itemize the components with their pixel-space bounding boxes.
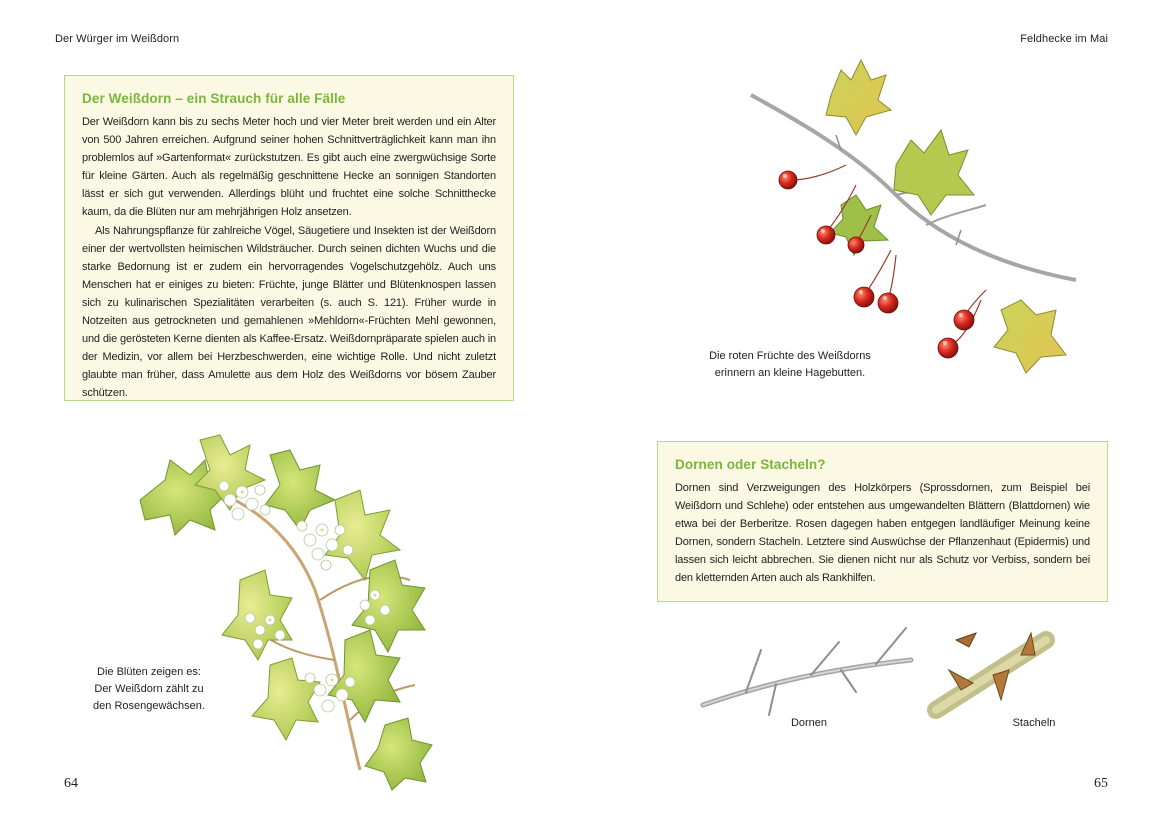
caption-berries xyxy=(690,348,890,382)
caption-berries-line-2: erinnern an kleine Hagebutten. xyxy=(714,367,866,379)
prickle-stem-illustration xyxy=(931,625,1051,715)
label-prickles: Stacheln xyxy=(1012,717,1056,729)
infobox-dornen xyxy=(657,441,1108,602)
running-head-left: Der Würger im Weißdorn xyxy=(55,33,180,45)
caption-blossoms-line-2: Der Weißdorn zählt zu xyxy=(94,683,204,695)
page-number-left: 64 xyxy=(64,776,78,791)
caption-blossoms-line-1: Die Blüten zeigen es: xyxy=(97,666,201,678)
infobox-weissdorn-title: Der Weißdorn – ein Strauch für alle Fälle xyxy=(82,91,346,106)
caption-blossoms xyxy=(74,664,224,715)
infobox-dornen-title: Dornen oder Stacheln? xyxy=(675,457,826,472)
right-page xyxy=(586,0,1172,831)
page-number-right: 65 xyxy=(1094,776,1108,791)
hawthorn-blossom-illustration xyxy=(120,430,440,790)
infobox-weissdorn-paragraph-2: Als Nahrungspflanze für zahlreiche Vögel, Säugetiere und Insekten ist der Weißdorn einer der wertvollsten heimischen Wildsträucher. Durch seinen dichten Wuchs und die starke Bedornung ist er zudem ein hervorragendes Vogelschutzgehölz. Auch uns Menschen hat er einiges zu bieten: Früchte, junge Blätter und Blütenknospen lassen sich zu kulinarischen Spezialitäten verarbeiten (s. auch S. 121). Früher wurde in Notzeiten aus getrockneten und gemahlenen »Mehldorn«-Früchten Mehl gewonnen, und die gerösteten Kerne dienten als Kaffee-Ersatz. Weißdornpräparate spielen auch in der Medizin, vor allem bei Herzbeschwerden, eine wichtige Rolle. Und nicht zuletzt glaubte man früher, dass Amulette aus dem Holz des Weißdorns vor bösem Zauber schützen. xyxy=(82,224,496,400)
infobox-dornen-paragraph: Dornen sind Verzweigungen des Holzkörpers (Sprossdornen, zum Beispiel bei Weißdorn und Schlehe) oder entstehen aus umgewandelten Blättern (Blattdornen) wie etwa bei der Berberitze. Rosen dagegen haben entgegen landläufiger Meinung keine Dornen, sondern Stacheln. Letztere sind Auswüchse der Pflanzenhaut (Epidermis) und lassen sich leicht abbrechen. Sie dienen nicht nur als Schutz vor Verbiss, sondern bei den kletternden Arten auch als Rankhilfen. xyxy=(675,482,1090,585)
infobox-weissdorn xyxy=(64,75,514,401)
running-head-right: Feldhecke im Mai xyxy=(1020,33,1108,45)
hawthorn-berries-illustration xyxy=(746,55,1106,385)
label-thorns: Dornen xyxy=(790,717,828,729)
caption-blossoms-line-3: den Rosengewächsen. xyxy=(93,700,205,712)
thorn-branch-illustration xyxy=(701,620,916,710)
caption-berries-line-1: Die roten Früchte des Weißdorns xyxy=(709,350,871,362)
infobox-weissdorn-paragraph-1: Der Weißdorn kann bis zu sechs Meter hoch und vier Meter breit werden und ein Alter von 500 Jahren erreichen. Aufgrund seiner hohen Schnittverträglichkeit kann man ihn problemlos auf »Gartenformat« zurückstutzen. Es gibt auch eine zwergwüchsige Sorte für kleine Gärten. Auch als regelmäßig geschnittene Hecke an sonnigen Standorten lässt er sich gut verwenden. Allerdings blüht und fruchtet eine solche Schnitthecke kaum, da die Blüten nur am mehrjährigen Holz ansetzen. xyxy=(82,116,496,219)
